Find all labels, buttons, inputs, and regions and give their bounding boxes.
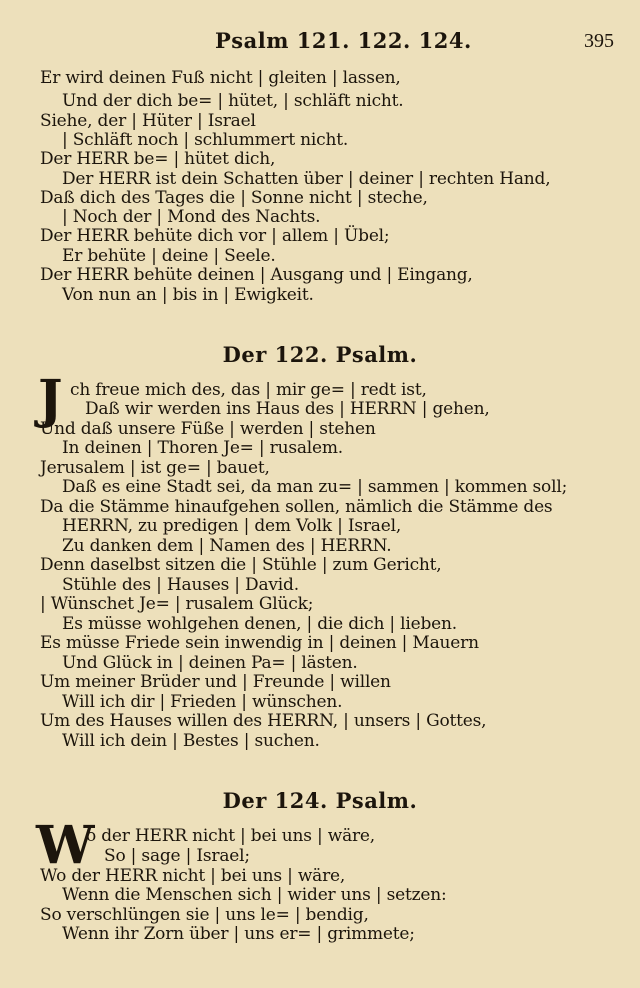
verse-line: Wenn ihr Zorn über | uns er= | grimmete;	[62, 924, 415, 944]
page-number: 395	[584, 30, 614, 52]
verse-line: Will ich dein | Bestes | suchen.	[62, 731, 320, 751]
verse-line: Und daß unsere Füße | werden | stehen	[40, 419, 376, 439]
verse-line: ch freue mich des, das | mir ge= | redt ist,	[70, 380, 427, 400]
drop-cap: J	[38, 369, 63, 430]
verse-line: Von nun an | bis in | Ewigkeit.	[62, 285, 314, 305]
verse-line: Zu danken dem | Namen des | HERRN.	[62, 536, 392, 556]
verse-line: So | sage | Israel;	[104, 846, 250, 866]
verse-line: Wenn die Menschen sich | wider uns | setzen:	[62, 885, 447, 905]
verse-line: Daß es eine Stadt sei, da man zu= | sammen | kommen soll;	[62, 477, 568, 497]
psalm-heading: Der 122. Psalm.	[222, 342, 418, 367]
verse-line: Er behüte | deine | Seele.	[62, 246, 276, 266]
verse-line: Denn daselbst sitzen die | Stühle | zum Gericht,	[40, 555, 442, 575]
psalm-heading: Der 124. Psalm.	[222, 788, 418, 813]
verse-line: Der HERR behüte deinen | Ausgang und | Eingang,	[40, 265, 473, 285]
verse-line: Um meiner Brüder und | Freunde | willen	[40, 672, 391, 692]
verse-line: Und der dich be= | hütet, | schläft nicht.	[62, 91, 404, 111]
page-header	[0, 28, 640, 58]
verse-line: Es müsse wohlgehen denen, | die dich | lieben.	[62, 614, 457, 634]
verse-line: | Wünschet Je= | rusalem Glück;	[40, 594, 314, 614]
verse-line: Der HERR be= | hütet dich,	[40, 149, 276, 169]
verse-line: HERRN, zu predigen | dem Volk | Israel,	[62, 516, 402, 536]
verse-line: Da die Stämme hinaufgehen sollen, nämlich die Stämme des	[40, 497, 553, 517]
verse-line: Er wird deinen Fuß nicht | gleiten | lassen,	[40, 68, 401, 88]
verse-line: Daß dich des Tages die | Sonne nicht | steche,	[40, 188, 428, 208]
verse-line: | Noch der | Mond des Nachts.	[62, 207, 321, 227]
verse-line: Um des Hauses willen des HERRN, | unsers | Gottes,	[40, 711, 487, 731]
verse-line: So verschlüngen sie | uns le= | bendig,	[40, 905, 369, 925]
running-title: Psalm 121. 122. 124.	[215, 28, 472, 53]
verse-line: Daß wir werden ins Haus des | HERRN | gehen,	[85, 399, 490, 419]
verse-line: Stühle des | Hauses | David.	[62, 575, 299, 595]
verse-line: Will ich dir | Frieden | wünschen.	[62, 692, 343, 712]
verse-line: Es müsse Friede sein inwendig in | deinen | Mauern	[40, 633, 479, 653]
drop-cap: W	[36, 815, 95, 876]
verse-line: In deinen | Thoren Je= | rusalem.	[62, 438, 344, 458]
verse-line: o der HERR nicht | bei uns | wäre,	[86, 826, 375, 846]
verse-line: Der HERR ist dein Schatten über | deiner | rechten Hand,	[62, 169, 551, 189]
verse-line: | Schläft noch | schlummert nicht.	[62, 130, 349, 150]
verse-line: Der HERR behüte dich vor | allem | Übel;	[40, 226, 390, 246]
verse-line: Und Glück in | deinen Pa= | lästen.	[62, 653, 358, 673]
verse-line: Siehe, der | Hüter | Israel	[40, 111, 256, 131]
verse-line: Wo der HERR nicht | bei uns | wäre,	[40, 866, 346, 886]
verse-line: Jerusalem | ist ge= | bauet,	[40, 458, 270, 478]
